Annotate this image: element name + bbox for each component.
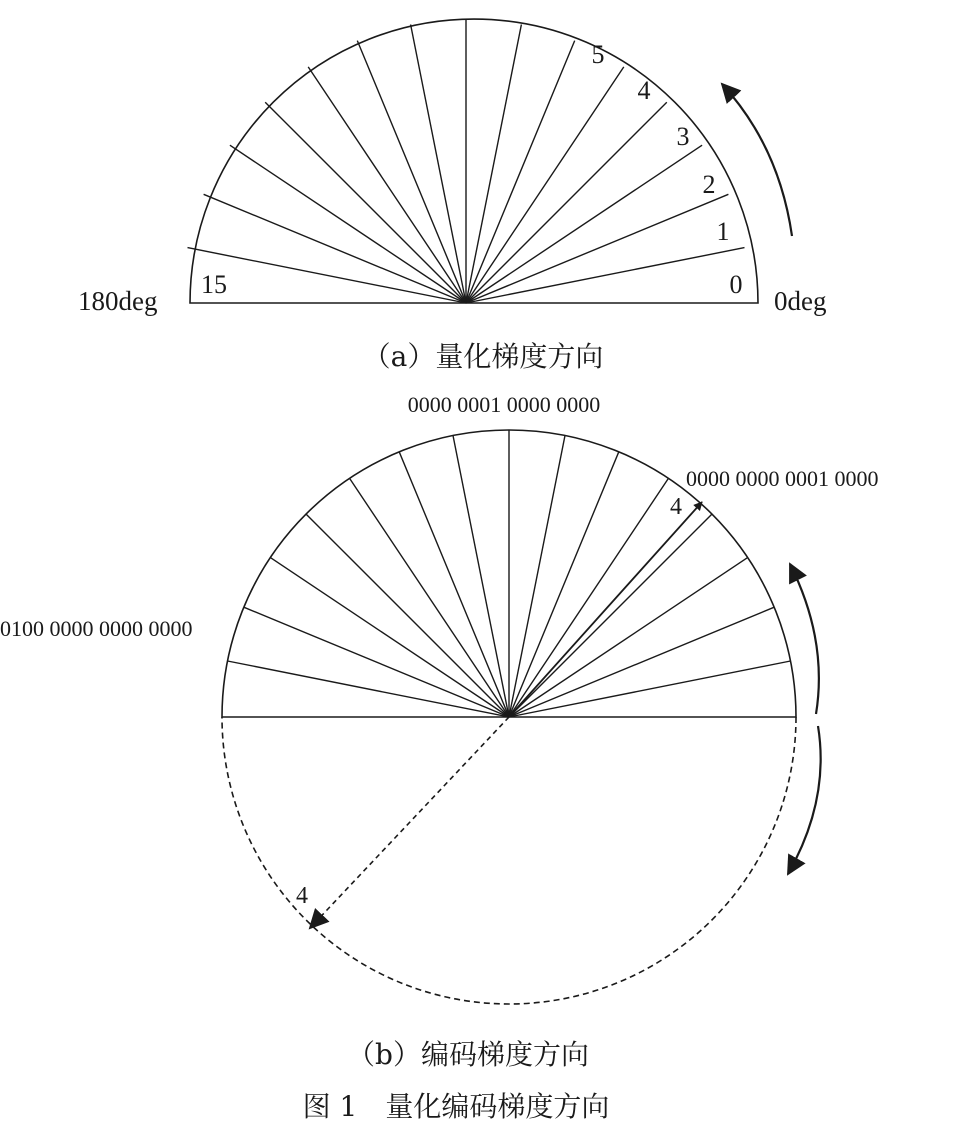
diagram-b-lower-dashed-semicircle bbox=[222, 717, 796, 1004]
diagram-a-bin-label-2: 2 bbox=[702, 170, 716, 199]
diagram-a-bin-label-4: 4 bbox=[637, 76, 651, 105]
diagram-b-sector-divider-6 bbox=[509, 452, 619, 717]
diagram-b-caption: （b）编码梯度方向 bbox=[347, 1038, 589, 1071]
diagram-b-marker-lower: 4 bbox=[296, 883, 308, 909]
diagram-a-bin-label-5: 5 bbox=[591, 40, 605, 69]
diagram-a-sector-divider-2 bbox=[466, 194, 728, 303]
diagram-a-sector-divider-12 bbox=[265, 102, 466, 303]
diagram-a-sector-divider-6 bbox=[466, 41, 575, 303]
diagram-a-sector-divider-14 bbox=[204, 194, 466, 303]
diagram-b-sector-divider-14 bbox=[244, 607, 509, 717]
diagram-a-caption: （a）量化梯度方向 bbox=[362, 340, 604, 373]
diagram-b-sector-divider-12 bbox=[306, 514, 509, 717]
diagram-b-lower-direction-arrow bbox=[310, 717, 509, 928]
diagram-a-direction-arrow bbox=[722, 84, 792, 236]
diagram-a-start-angle-label: 0deg bbox=[774, 286, 827, 316]
diagram-a-sector-lines bbox=[188, 19, 745, 303]
diagram-b-sector-divider-2 bbox=[509, 607, 774, 717]
figure-caption: 图 1 量化编码梯度方向 bbox=[302, 1090, 610, 1123]
diagram-b-code-top: 0000 0001 0000 0000 bbox=[407, 392, 601, 417]
diagram-b-rotation-arrow-down bbox=[788, 726, 821, 874]
diagram-b-code-upper-right: 0000 0000 0001 0000 bbox=[686, 466, 879, 491]
diagram-b-code-left: 0100 0000 0000 0000 bbox=[0, 616, 193, 641]
diagram-a-sector-divider-10 bbox=[357, 41, 466, 303]
diagram-a-sector-divider-4 bbox=[466, 102, 667, 303]
diagram-b-marker-upper: 4 bbox=[670, 494, 682, 520]
diagram-b bbox=[0, 392, 879, 1071]
diagram-a-bin-label-3: 3 bbox=[676, 122, 690, 151]
diagram-a-bin-label-0: 0 bbox=[729, 270, 743, 299]
diagram-a-end-angle-label: 180deg bbox=[78, 286, 158, 316]
diagram-a-bin-label-1: 1 bbox=[716, 217, 730, 246]
diagram-a bbox=[78, 19, 826, 373]
diagram-b-sector-divider-10 bbox=[399, 452, 509, 717]
diagram-b-sector-divider-4 bbox=[509, 514, 712, 717]
diagram-a-bin-label-15: 15 bbox=[201, 270, 227, 299]
